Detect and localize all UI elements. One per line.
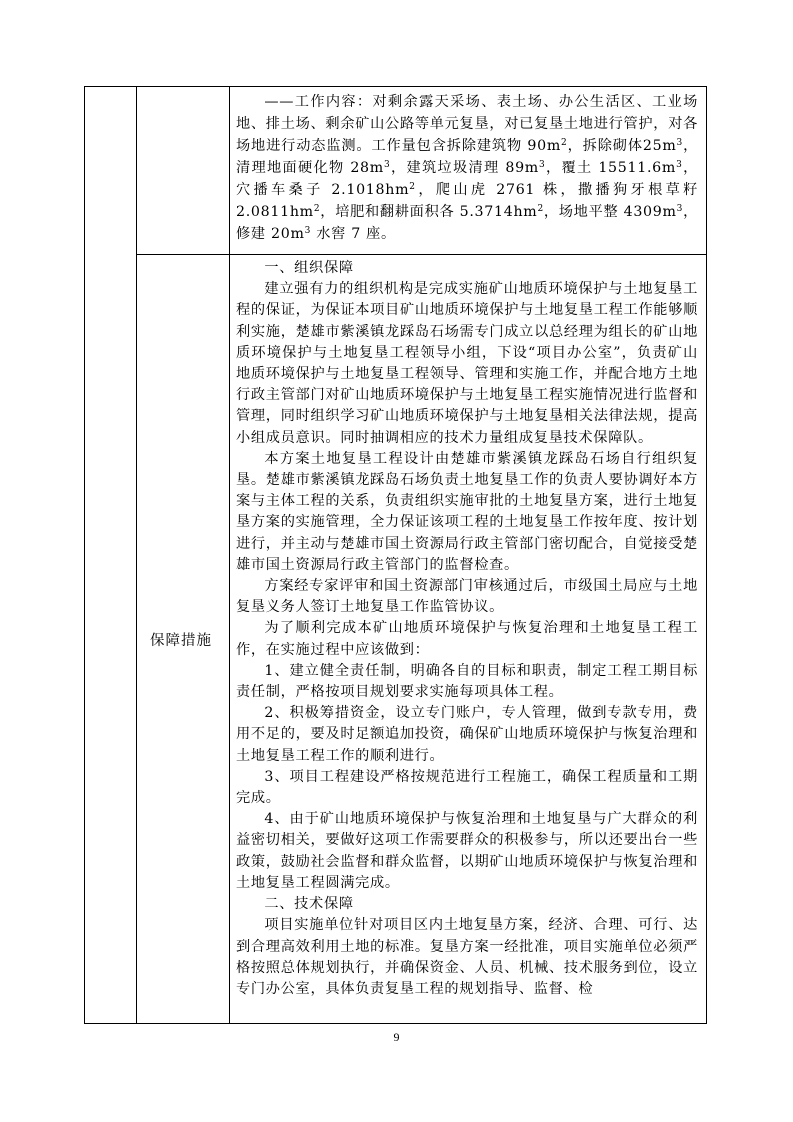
- paragraph: 本方案土地复垦工程设计由楚雄市紫溪镇龙踩岛石场自行组织复垦。楚雄市紫溪镇龙踩岛石场负责土地复垦工作的负责人要协调好本方案与主体工程的关系，负责组织实施审批的土地复垦方案，进行土地复垦方案的实施管理，全力保证该项工程的土地复垦工作按年度、按计划进行，并主动与楚雄市国土资源局行政主管部门密切配合，自觉接受楚雄市国土资源局行政主管部门的监督检查。: [236, 450, 698, 573]
- table-border-left: [84, 86, 85, 1024]
- table-border-right: [706, 86, 707, 1024]
- table-border-top: [84, 86, 707, 87]
- table-row-divider: [136, 254, 707, 255]
- section-heading-organization: 一、组织保障: [264, 260, 354, 276]
- work-content-paragraph: ——工作内容：对剩余露天采场、表土场、办公生活区、工业场地、排土场、剩余矿山公路等单元复垦，对已复垦土地进行管护，对各场地进行动态监测。工作量包含拆除建筑物 $90m^2$，拆除砌体$25m^3$，清理地面硬化物 $28m^3$，建筑垃圾清理 $89m^3$，覆土 $15511.6m^3$，穴播车桑子 $2.1018hm^2$，爬山虎 2761 株，撒播狗牙根草籽 $2.0811hm^2$，培肥和翻耕面积各 $5.3714hm^2$，场地平整 $4309m^3$，修建 $20m^3$ 水窖 7 座。: [236, 94, 699, 242]
- work-content-cell: [236, 91, 698, 245]
- table-border-bottom: [84, 1023, 707, 1024]
- page-number: 9: [393, 1030, 400, 1044]
- table-divider-col2: [229, 86, 230, 1024]
- list-item: 2、积极筹措资金，设立专门账户，专人管理，做到专款专用，费用不足的，要及时足额追加投资，确保矿山地质环境保护与恢复治理和土地复垦工程工作的顺利进行。: [236, 705, 698, 764]
- table-divider-col1: [136, 86, 137, 1024]
- paragraph: 建立强有力的组织机构是完成实施矿山地质环境保护与土地复垦工程的保证，为保证本项目矿山地质环境保护与土地复垦工程工作能够顺利实施，楚雄市紫溪镇龙踩岛石场需专门成立以总经理为组长的矿山地质环境保护与土地复垦工程领导小组，下设“项目办公室”，负责矿山地质环境保护与土地复垦工程领导、管理和实施工作，并配合地方土地行政主管部门对矿山地质环境保护与土地复垦工程实施情况进行监督和管理，同时组织学习矿山地质环境保护与土地复垦相关法律法规，提高小组成员意识。同时抽调相应的技术力量组成复垦技术保障队。: [236, 281, 698, 446]
- list-item: 1、建立健全责任制，明确各自的目标和职责，制定工程工期目标责任制，严格按项目规划要求实施每项具体工程。: [236, 662, 698, 701]
- list-item: 4、由于矿山地质环境保护与恢复治理和土地复垦与广大群众的利益密切相关，要做好这项工作需要群众的积极参与，所以还要出台一些政策，鼓励社会监督和群众监督，以期矿山地质环境保护与恢复治理和土地复垦工程圆满完成。: [236, 811, 698, 891]
- section-heading-technical: 二、技术保障: [264, 896, 354, 913]
- safeguard-measures-cell: [236, 258, 698, 1000]
- paragraph: 为了顺利完成本矿山地质环境保护与恢复治理和土地复垦工程工作，在实施过程中应该做到：: [236, 620, 698, 658]
- paragraph: 方案经专家评审和国土资源部门审核通过后，市级国土局应与土地复垦义务人签订土地复垦工作监管协议。: [236, 578, 698, 616]
- row-label-safeguard-measures: 保障措施: [150, 633, 212, 649]
- paragraph: 项目实施单位针对项目区内土地复垦方案，经济、合理、可行、达到合理高效利用土地的标准。复垦方案一经批准，项目实施单位必须严格按照总体规划执行，并确保资金、人员、机械、技术服务到位，设立专门办公室，具体负责复垦工程的规划指导、监督、检: [236, 917, 698, 997]
- list-item: 3、项目工程建设严格按规范进行工程施工，确保工程质量和工期完成。: [236, 768, 698, 807]
